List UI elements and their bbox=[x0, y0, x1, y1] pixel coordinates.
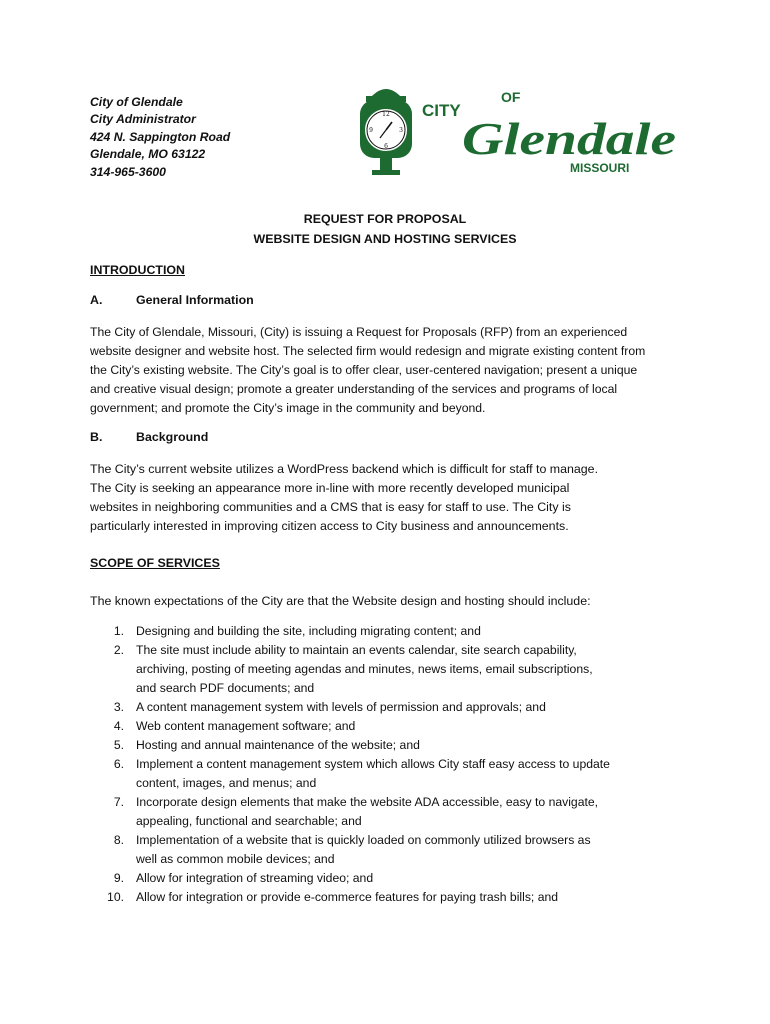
list-item bbox=[90, 736, 690, 755]
clock-tower-icon bbox=[360, 89, 412, 175]
logo-of-word: OF bbox=[501, 89, 521, 105]
rfp-title: REQUEST FOR PROPOSAL bbox=[303, 212, 467, 226]
list-item-number: 7. bbox=[113, 795, 124, 809]
scope-heading: SCOPE OF SERVICES bbox=[90, 556, 220, 570]
city-of-glendale-logo bbox=[356, 76, 686, 186]
address-line-city: City of Glendale bbox=[90, 95, 183, 109]
svg-text:12: 12 bbox=[382, 111, 390, 118]
list-item-number: 3. bbox=[113, 700, 124, 714]
list-item-number: 4. bbox=[113, 719, 124, 733]
list-item bbox=[90, 869, 690, 888]
list-item-text: Hosting and annual maintenance of the website; and bbox=[136, 738, 420, 752]
list-item bbox=[90, 641, 690, 698]
section-a-paragraph bbox=[90, 323, 690, 418]
paragraph-line: government; and promote the City’s image in the community and beyond. bbox=[90, 401, 486, 415]
list-item bbox=[90, 622, 690, 641]
list-item-text: The site must include ability to maintain an events calendar, site search capability, bbox=[136, 643, 577, 657]
list-item-text: content, images, and menus; and bbox=[136, 776, 317, 790]
paragraph-line: The City is seeking an appearance more in-line with more recently developed municipal bbox=[90, 481, 570, 495]
section-a-heading bbox=[90, 293, 254, 307]
list-item bbox=[90, 793, 690, 831]
address-line-street: 424 N. Sappington Road bbox=[90, 129, 231, 144]
list-item bbox=[90, 755, 690, 793]
list-item-text: and search PDF documents; and bbox=[136, 681, 315, 695]
list-item-text: archiving, posting of meeting agendas and minutes, news items, email subscriptions, bbox=[136, 662, 593, 676]
list-item-number: 1. bbox=[113, 624, 124, 638]
list-item-text: A content management system with levels of permission and approvals; and bbox=[136, 700, 546, 714]
scope-list bbox=[90, 622, 690, 907]
list-item-text: Implement a content management system which allows City staff easy access to update bbox=[136, 757, 610, 771]
section-b-heading bbox=[90, 430, 208, 444]
logo-city-word: CITY bbox=[422, 101, 461, 120]
logo-glendale-word: Glendale bbox=[462, 113, 676, 164]
address-line-phone: 314-965-3600 bbox=[90, 164, 166, 179]
svg-text:6: 6 bbox=[384, 143, 388, 150]
paragraph-line: particularly interested in improving citizen access to City business and announcements. bbox=[90, 519, 569, 533]
section-a-letter: A. bbox=[90, 293, 103, 307]
svg-text:9: 9 bbox=[369, 127, 373, 134]
list-item-text: Incorporate design elements that make the website ADA accessible, easy to navigate, bbox=[136, 795, 599, 809]
list-item bbox=[90, 831, 690, 869]
list-item-number: 8. bbox=[113, 833, 124, 847]
list-item-text: Implementation of a website that is quickly loaded on commonly utilized browsers as bbox=[136, 833, 591, 847]
logo-state-word: MISSOURI bbox=[570, 161, 630, 175]
address-block bbox=[90, 94, 230, 181]
scope-intro-line: The known expectations of the City are that the Website design and hosting should include: bbox=[90, 594, 591, 608]
section-a-title: General Information bbox=[136, 293, 254, 307]
list-item bbox=[90, 888, 690, 907]
introduction-heading: INTRODUCTION bbox=[90, 263, 185, 277]
list-item bbox=[90, 698, 690, 717]
list-item-text: well as common mobile devices; and bbox=[136, 852, 335, 866]
list-item bbox=[90, 717, 690, 736]
address-line-citystate: Glendale, MO 63122 bbox=[90, 147, 206, 162]
list-item-number: 6. bbox=[113, 757, 124, 771]
address-line-office: City Administrator bbox=[90, 112, 196, 127]
section-b-title: Background bbox=[136, 430, 209, 444]
section-b-paragraph bbox=[90, 460, 690, 536]
paragraph-line: The City of Glendale, Missouri, (City) is issuing a Request for Proposals (RFP) from an experienced bbox=[90, 325, 628, 339]
rfp-subtitle: WEBSITE DESIGN AND HOSTING SERVICES bbox=[253, 232, 517, 246]
svg-text:3: 3 bbox=[399, 127, 403, 134]
list-item-number: 10. bbox=[107, 890, 124, 904]
list-item-text: Designing and building the site, including migrating content; and bbox=[136, 624, 481, 638]
list-item-number: 5. bbox=[113, 738, 124, 752]
paragraph-line: and creative visual design; promote a greater understanding of the services and programs of local bbox=[90, 382, 618, 396]
list-item-text: Allow for integration of streaming video; and bbox=[136, 871, 374, 885]
list-item-text: Allow for integration or provide e-commerce features for paying trash bills; and bbox=[136, 890, 559, 904]
paragraph-line: the City’s existing website. The City’s goal is to offer clear, user-centered navigation; present a unique bbox=[90, 363, 638, 377]
list-item-number: 2. bbox=[113, 643, 124, 657]
paragraph-line: website designer and website host. The selected firm would redesign and migrate existing content from bbox=[90, 344, 646, 358]
list-item-text: appealing, functional and searchable; and bbox=[136, 814, 362, 828]
scope-intro bbox=[90, 594, 690, 608]
list-item-text: Web content management software; and bbox=[136, 719, 356, 733]
paragraph-line: The City’s current website utilizes a WordPress backend which is difficult for staff to manage. bbox=[90, 462, 599, 476]
section-b-letter: B. bbox=[90, 430, 103, 444]
list-item-number: 9. bbox=[113, 871, 124, 885]
paragraph-line: websites in neighboring communities and a CMS that is easy for staff to use. The City is bbox=[90, 500, 571, 514]
